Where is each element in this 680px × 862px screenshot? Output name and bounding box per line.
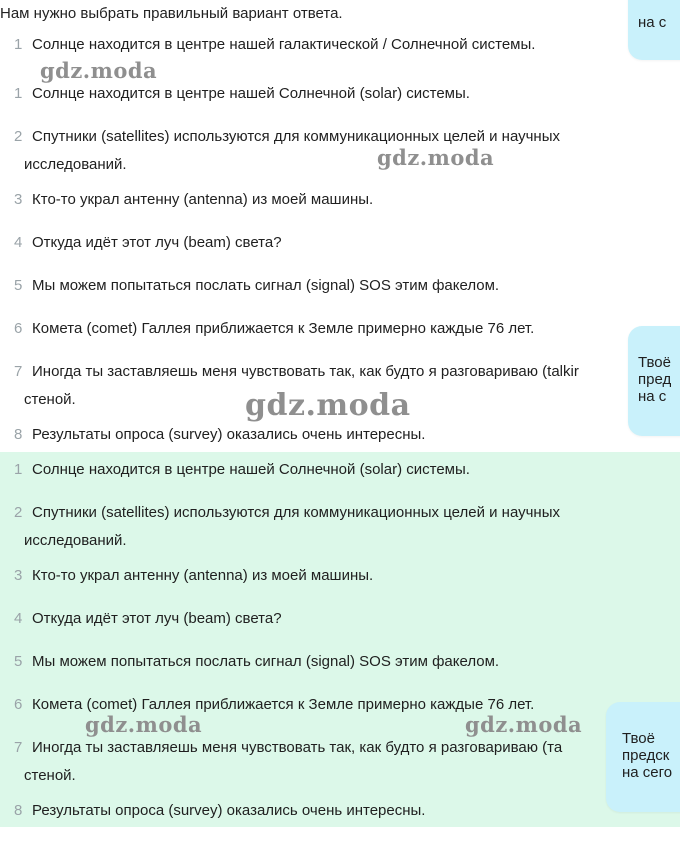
list-item: 5 Мы можем попытаться послать сигнал (signal) SOS этим факелом. [14,277,500,294]
list-item: 1 Солнце находится в центре нашей Солнечной (solar) системы. [14,85,470,102]
list-item: 7 Иногда ты заставляешь меня чувствовать так, как будто я разговариваю (talkir стеной. [14,363,579,408]
list-item: 3 Кто-то украл антенну (antenna) из моей машины. [14,191,374,208]
list-item: 2 Спутники (satellites) используются для коммуникационных целей и научных исследований. [14,128,560,173]
answer-item: 1 Солнце находится в центре нашей Солнечной (solar) системы. [14,461,470,478]
watermark: gdz.moda [377,145,495,170]
watermark: gdz.moda [245,388,411,423]
answer-item: 6 Комета (comet) Галлея приближается к Земле примерно каждые 76 лет. [14,696,535,713]
chat-bubble[interactable]: Твоё предск на сего [606,702,680,812]
watermark: gdz.moda [465,712,583,737]
watermark: gdz.moda [85,712,203,737]
list-item: 4 Откуда идёт этот луч (beam) света? [14,234,282,251]
answer-item: 7 Иногда ты заставляешь меня чувствовать так, как будто я разговариваю (та стеной. [14,739,563,784]
watermark: gdz.moda [40,58,158,83]
answer-item: 5 Мы можем попытаться послать сигнал (signal) SOS этим факелом. [14,653,500,670]
answer-item: 2 Спутники (satellites) используются для коммуникационных целей и научных исследований. [14,504,560,549]
answer-item: 3 Кто-то украл антенну (antenna) из моей машины. [14,567,374,584]
intro-text: Нам нужно выбрать правильный вариант ответа. [0,5,343,22]
list-item: 6 Комета (comet) Галлея приближается к Земле примерно каждые 76 лет. [14,320,535,337]
list-item: 1 Солнце находится в центре нашей галактической / Солнечной системы. [14,36,536,53]
list-item: 8 Результаты опроса (survey) оказались очень интересны. [14,426,426,443]
chat-bubble[interactable]: на с [628,0,680,60]
chat-bubble[interactable]: Твоё пред на с [628,326,680,436]
answer-item: 8 Результаты опроса (survey) оказались очень интересны. [14,802,426,819]
answer-item: 4 Откуда идёт этот луч (beam) света? [14,610,282,627]
